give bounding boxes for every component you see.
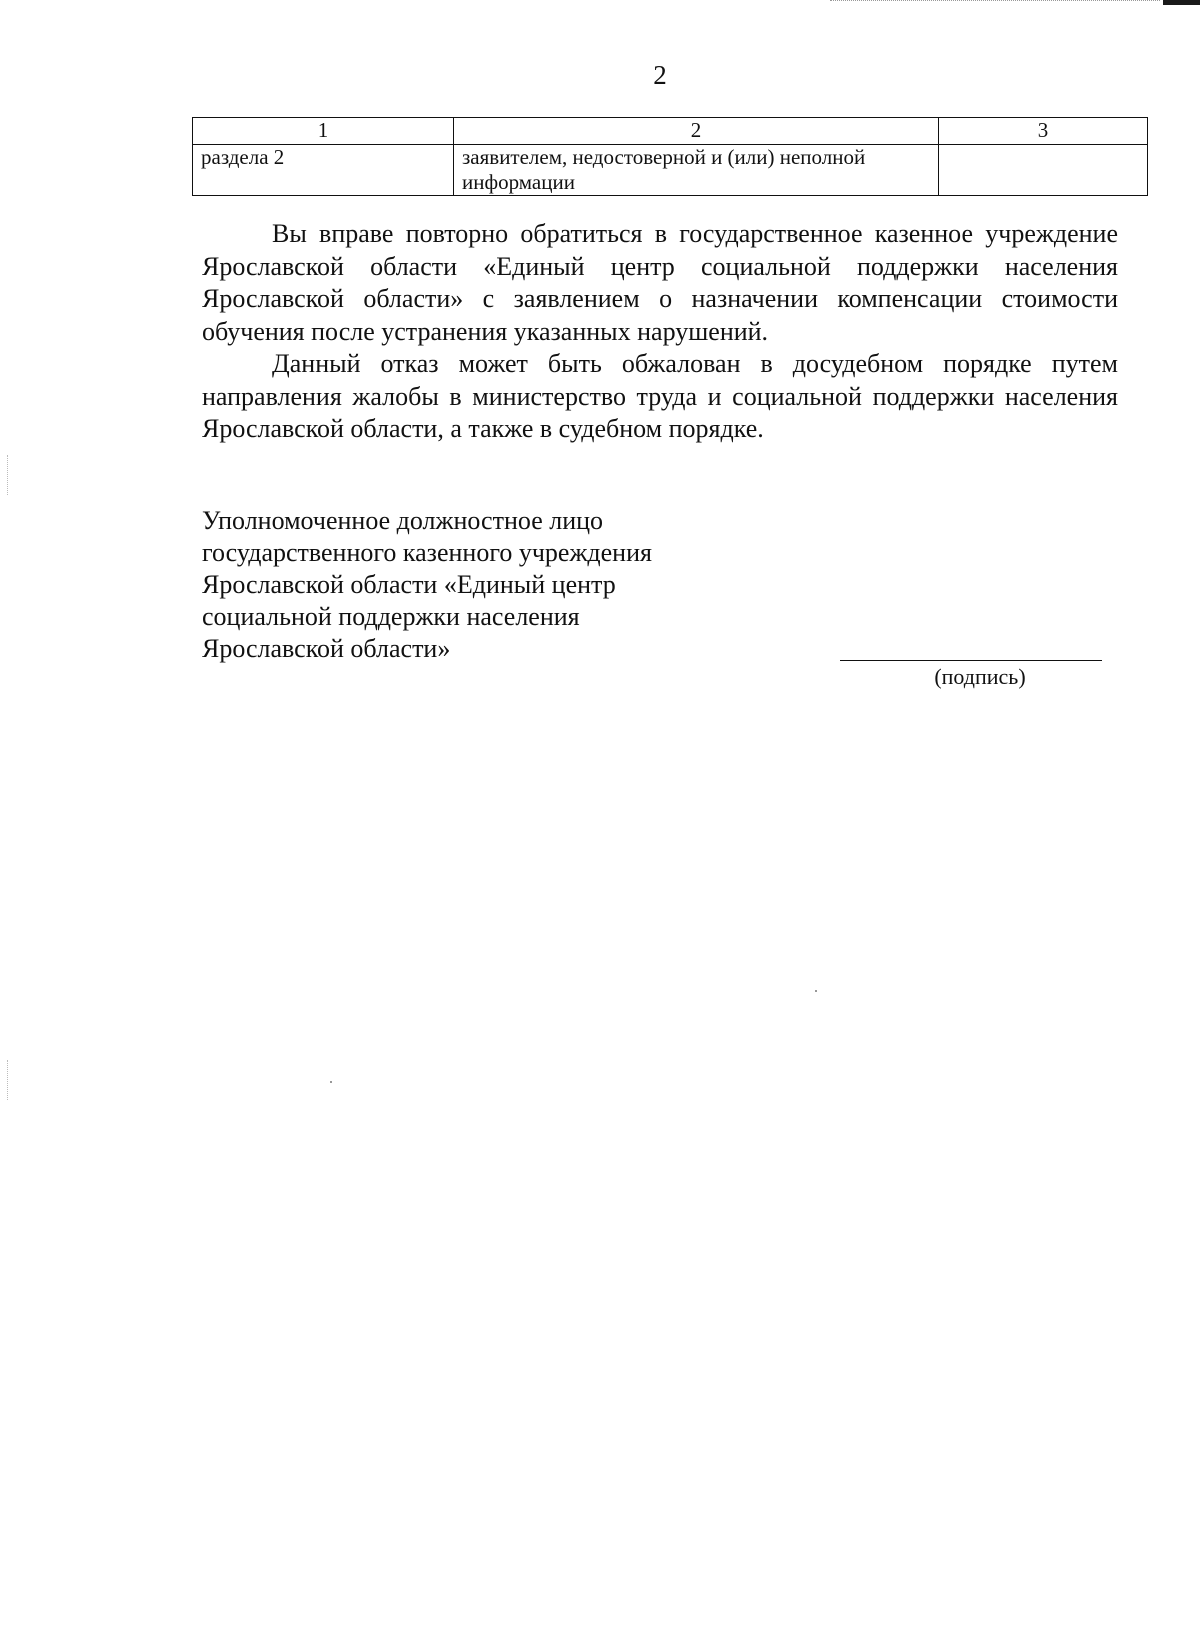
table-cell: заявителем, недостоверной и (или) неполной информации [454, 145, 939, 196]
signature-caption: (подпись) [934, 664, 1026, 689]
table-cell: раздела 2 [193, 145, 454, 196]
signatory-block [202, 505, 722, 665]
scan-edge-mark [1163, 0, 1200, 5]
scan-edge-line [830, 0, 1160, 2]
signatory-line: социальной поддержки населения [202, 602, 580, 631]
table-header-cell: 2 [454, 118, 939, 145]
scan-speck [815, 990, 817, 992]
notice-body [202, 218, 1118, 446]
margin-artifact [7, 1060, 9, 1100]
signatory-line: Уполномоченное должностное лицо [202, 506, 604, 535]
table-header-cell: 1 [193, 118, 454, 145]
table-cell [939, 145, 1148, 196]
paragraph-appeal: Данный отказ может быть обжалован в досудебном порядке путем направления жалобы в министерство труда и социальной поддержки населения Ярославской области, а также в судебном порядке. [202, 349, 1118, 443]
table-header-row [193, 118, 1148, 145]
table-row [193, 145, 1148, 196]
scan-speck [330, 1081, 332, 1083]
signature-line [840, 660, 1102, 661]
table-header-cell: 3 [939, 118, 1148, 145]
paragraph-reapply: Вы вправе повторно обратиться в государственное казенное учреждение Ярославской области «Единый центр социальной поддержки населения Ярославской области» с заявлением о назначении компенсации стоимости обучения после устранения указанных нарушений. [202, 219, 1118, 346]
page-number: 2 [653, 60, 667, 90]
margin-artifact [7, 455, 9, 495]
signatory-line: Ярославской области «Единый центр [202, 570, 616, 599]
signatory-line: Ярославской области» [202, 634, 451, 663]
continuation-table [192, 117, 1148, 196]
signatory-line: государственного казенного учреждения [202, 538, 652, 567]
